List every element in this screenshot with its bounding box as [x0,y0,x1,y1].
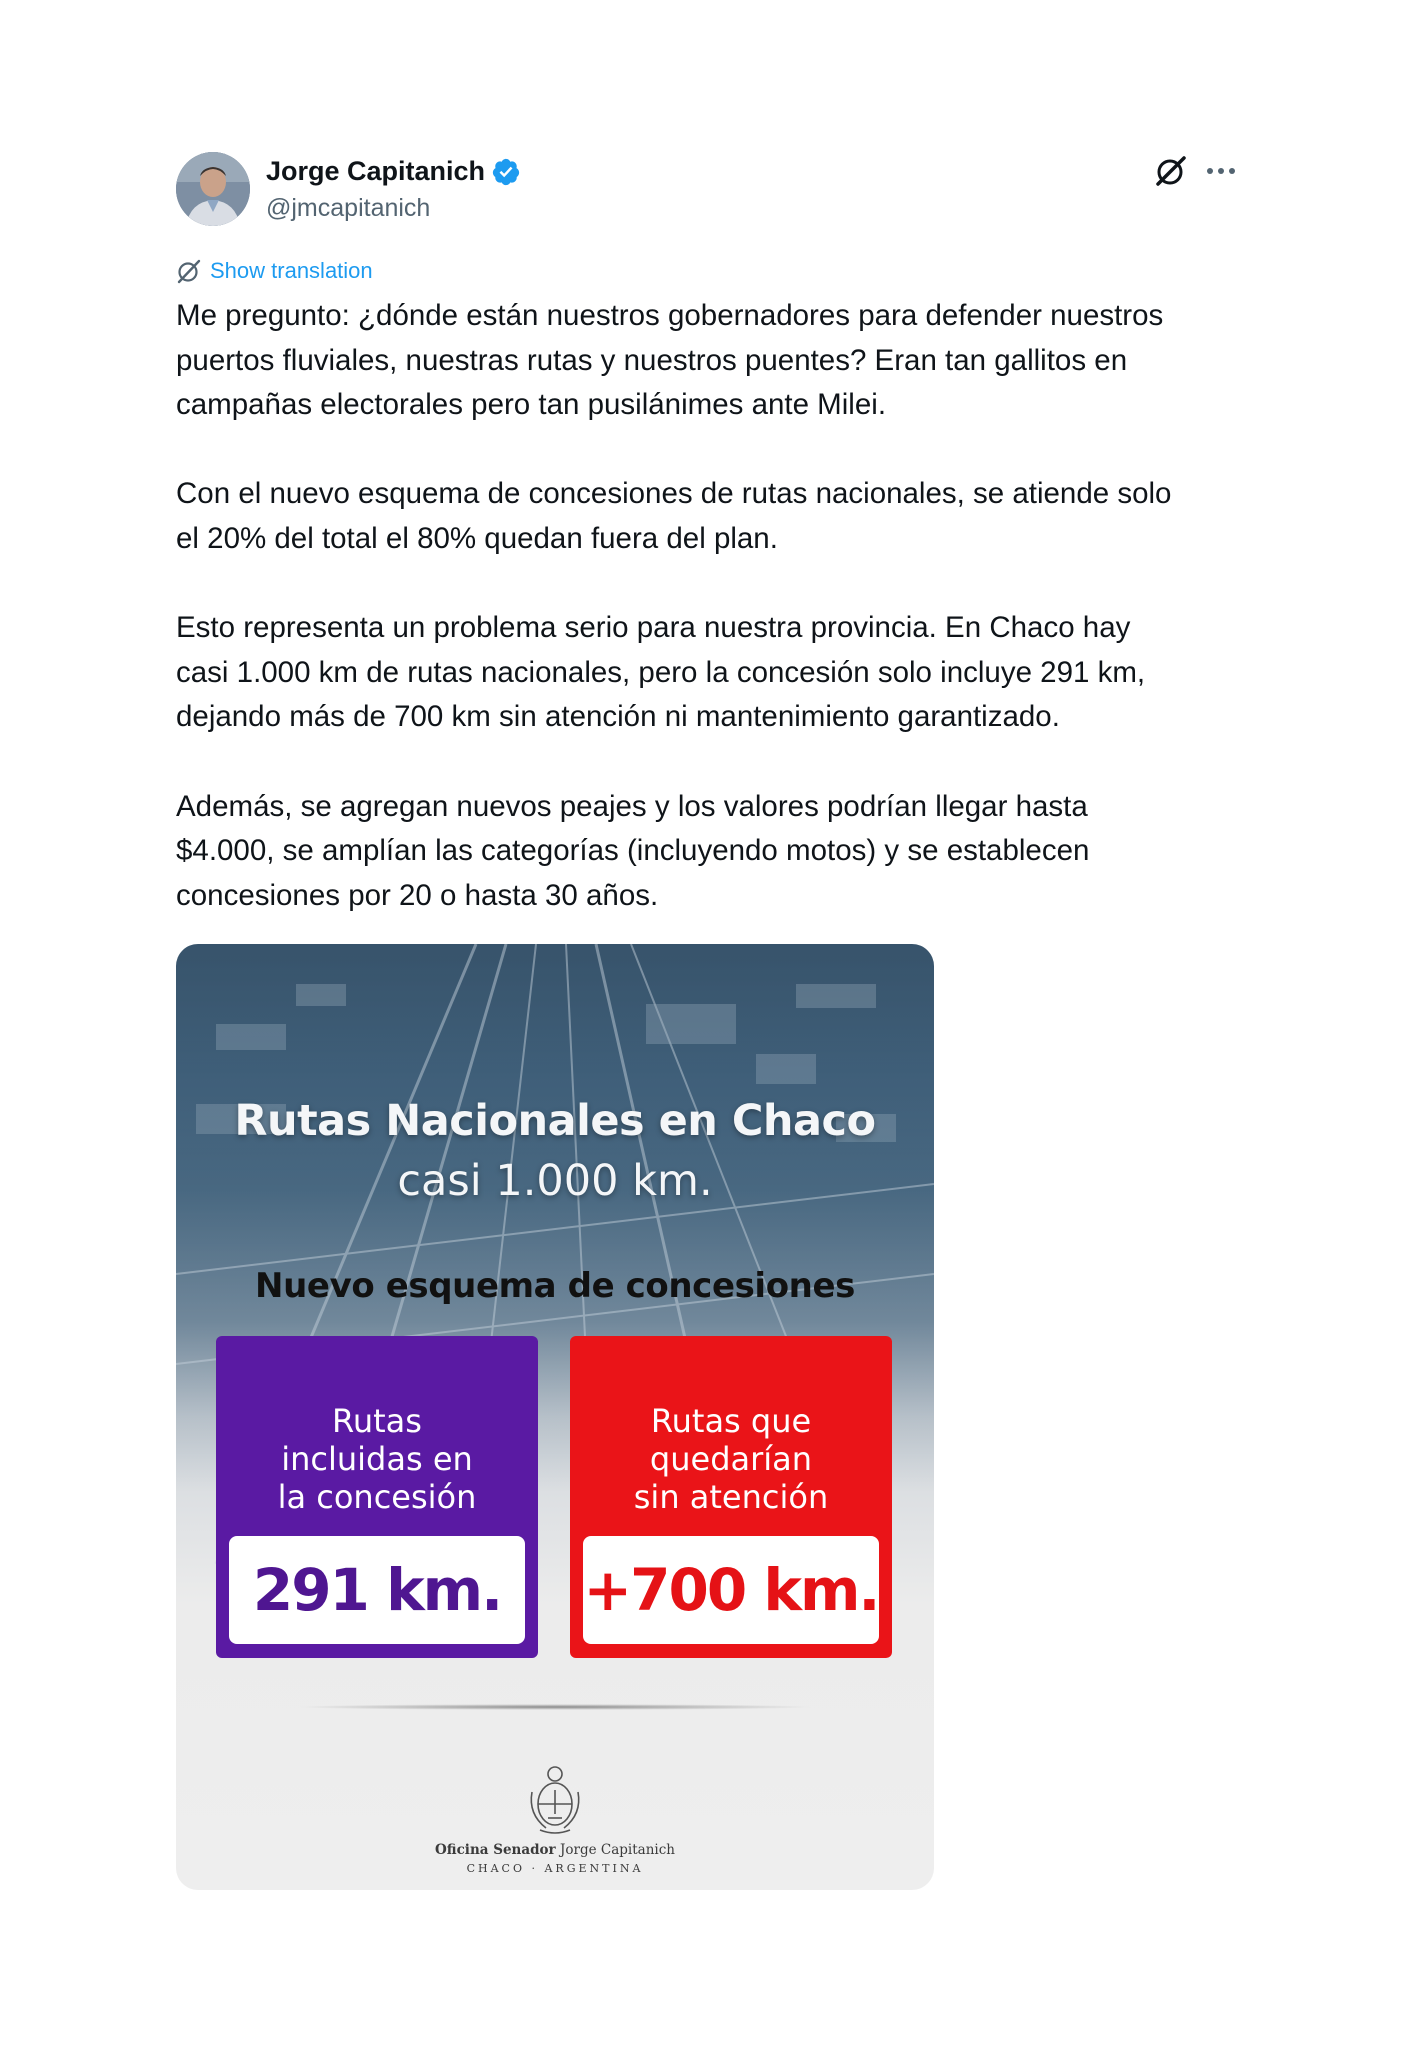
header-actions [1154,154,1236,188]
tweet-paragraph: Me pregunto: ¿dónde están nuestros gobernadores para defender nuestros puertos fluviales, nuestras rutas y nuestros puentes? Eran tan gallitos en campañas electorales pero tan pusilánimes ante Milei. [176,299,1164,422]
coat-of-arms-icon [522,1762,588,1836]
author-name[interactable]: Jorge Capitanich [266,156,486,186]
show-translation-link[interactable] [176,258,373,284]
author-row [266,156,521,187]
office-name: Jorge Capitanich [559,1842,675,1858]
tweet-text [176,294,1246,918]
office-title: Oficina Senador [435,1842,556,1858]
grok-icon[interactable] [1154,154,1188,188]
avatar[interactable] [176,152,250,226]
divider [296,1704,814,1710]
included-routes-box [216,1336,538,1658]
tweet-media-image[interactable] [176,944,934,1890]
unattended-routes-box [570,1336,892,1658]
tweet-paragraph: Además, se agregan nuevos peajes y los valores podrían llegar hasta $4.000, se amplían las categorías (incluyendo motos) y se establecen concesiones por 20 o hasta 30 años. [176,789,1090,912]
image-title: Rutas Nacionales en Chaco [234,1096,876,1146]
office-signature [176,1842,934,1858]
more-icon[interactable] [1206,166,1236,176]
tweet-paragraph: Esto representa un problema serio para nuestra provincia. En Chaco hay casi 1.000 km de rutas nacionales, pero la concesión solo incluye 291 km, dejando más de 700 km sin atención ni mantenimiento garantizado. [176,611,1146,734]
included-routes-value: 291 km. [229,1536,525,1644]
translate-icon [176,258,202,284]
image-title-distance: casi 1.000 km. [397,1156,713,1206]
author-handle[interactable]: @jmcapitanich [266,194,431,222]
tweet-paragraph: Con el nuevo esquema de concesiones de rutas nacionales, se atiende solo el 20% del total el 80% quedan fuera del plan. [176,477,1172,555]
verified-badge-icon [491,157,521,187]
unattended-routes-label: Rutas que quedarían sin atención [633,1402,829,1516]
image-subtitle: Nuevo esquema de concesiones [255,1266,855,1306]
show-translation-label[interactable]: Show translation [210,258,373,283]
unattended-routes-value: +700 km. [583,1536,879,1644]
office-region: CHACO · ARGENTINA [466,1862,644,1875]
included-routes-label: Rutas incluidas en la concesión [277,1402,477,1516]
